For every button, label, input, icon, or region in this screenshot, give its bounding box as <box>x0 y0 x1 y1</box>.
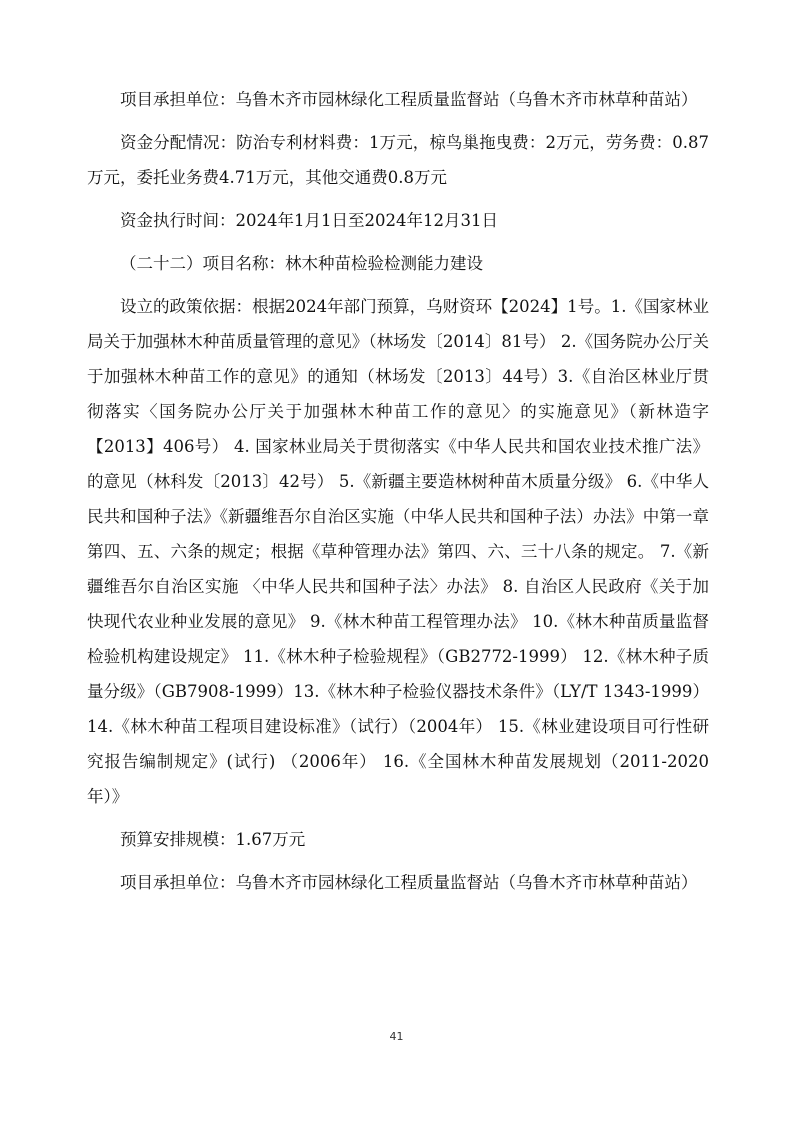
page-number: 41 <box>389 1030 404 1043</box>
paragraph-project-name: （二十二）项目名称：林木种苗检验检测能力建设 <box>120 254 483 273</box>
paragraph-fund-allocation: 资金分配情况：防治专利材料费：1万元，椋鸟巢拖曳费：2万元，劳务费：0.87万元，委托业务费4.71万元，其他交通费0.8万元 <box>87 133 709 187</box>
paragraph-undertaking-unit: 项目承担单位：乌鲁木齐市园林绿化工程质量监督站（乌鲁木齐市林草种苗站） <box>120 90 698 109</box>
paragraph-policy-basis: 设立的政策依据：根据2024年部门预算，乌财资环【2024】1号。1.《国家林业局关于加强林木种苗质量管理的意见》（林场发〔2014〕81号） 2.《国务院办公厅关于加强林木种苗工作的意见》的通知（林场发〔2013〕44号）3.《自治区林业厅贯彻落实〈国务院办公厅关于加强林木种苗工作的意见〉的实施意见》（新林造字【2013】406号） 4. 国家林业局关于贯彻落实《中华人民共和国农业技术推广法》的意见（林科发〔2013〕42号） 5.《新疆主要造林树种苗木质量分级》 6.《中华人民共和国种子法》《新疆维吾尔自治区实施（中华人民共和国种子法）办法》中第一章第四、五、六条的规定；根据《草种管理办法》第四、六、三十八条的规定。 7.《新疆维吾尔自治区实施 〈中华人民共和国种子法〉办法》 8. 自治区人民政府《关于加快现代农业种业发展的意见》 9.《林木种苗工程管理办法》 10.《林木种苗质量监督检验机构建设规定》 11.《林木种子检验规程》（GB2772-1999） 12.《林木种子质量分级》（GB7908-1999）13.《林木种子检验仪器技术条件》（LY/T 1343-1999）14.《林木种苗工程项目建设标准》（试行）（2004年） 15.《林业建设项目可行性研究报告编制规定》(试行) （2006年） 16.《全国林木种苗发展规划（2011-2020年）》 <box>87 297 709 806</box>
document-body <box>87 82 709 900</box>
paragraph-undertaking-unit-2: 项目承担单位：乌鲁木齐市园林绿化工程质量监督站（乌鲁木齐市林草种苗站） <box>120 873 698 892</box>
paragraph-budget-scale: 预算安排规模：1.67万元 <box>120 830 306 849</box>
paragraph-execution-time: 资金执行时间：2024年1月1日至2024年12月31日 <box>120 211 498 230</box>
